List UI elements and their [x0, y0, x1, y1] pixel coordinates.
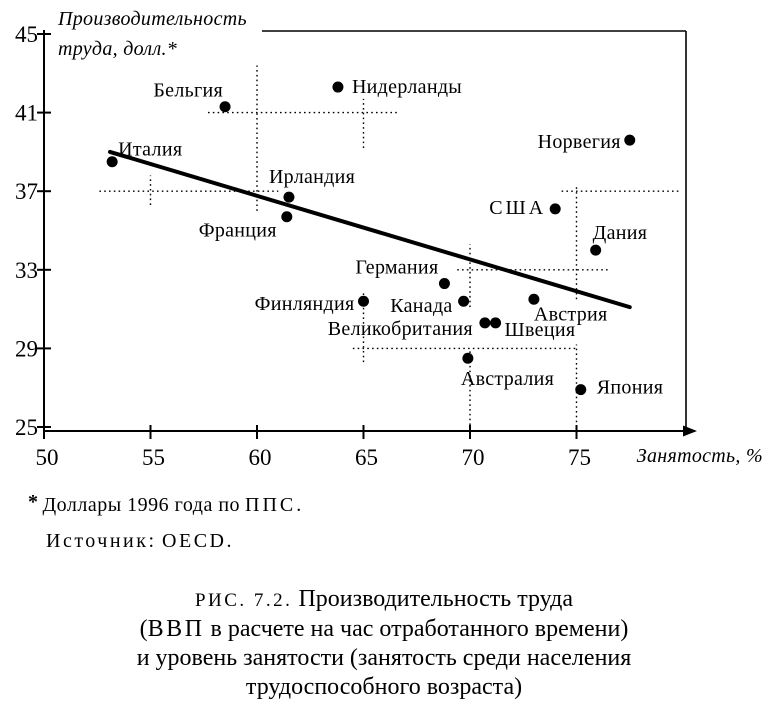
country-point-label: Австралия [460, 368, 555, 391]
x-axis-arrow-icon [683, 426, 697, 437]
x-tick-label: 70 [461, 445, 485, 470]
country-point-label: Италия [118, 138, 183, 161]
data-point [550, 203, 561, 214]
x-tick-label: 50 [35, 445, 59, 470]
y-tick-label: 45 [15, 22, 38, 47]
country-point-label: Германия [355, 256, 439, 279]
country-point-label: Финляндия [254, 293, 355, 316]
country-point-label: США [489, 196, 547, 219]
trend-line [110, 152, 630, 307]
data-point [439, 278, 450, 289]
data-point [624, 135, 635, 146]
footnote-asterisk: * [28, 491, 39, 513]
data-point [358, 296, 369, 307]
figure-caption [0, 585, 768, 702]
data-point [490, 317, 501, 328]
source-label: Источник: [46, 530, 157, 552]
country-point-label: Австрия [533, 303, 608, 326]
caption-line2-rest: в расчете на час отработанного времени) [204, 616, 629, 642]
country-point-label: Норвегия [537, 131, 621, 154]
y-tick-label: 33 [15, 257, 38, 283]
x-axis-title: Занятость, % [636, 445, 763, 467]
x-tick-label: 75 [568, 445, 591, 470]
y-tick-label: 41 [15, 100, 38, 126]
caption-line-3: и уровень занятости (занятость среди населения [136, 645, 632, 671]
country-point-label: Канада [390, 295, 453, 318]
footnote-line-1 [28, 491, 305, 517]
y-tick-label: 37 [15, 179, 38, 205]
footnote-acronym: ППС. [245, 494, 305, 516]
country-point-label: Франция [198, 219, 277, 242]
data-point [283, 192, 294, 203]
country-point-label: Бельгия [153, 79, 224, 102]
source-value: OECD. [162, 530, 234, 552]
y-tick-label: 29 [15, 336, 38, 362]
data-layer [107, 76, 664, 399]
country-point-label: Нидерланды [351, 76, 463, 99]
data-point [107, 156, 118, 167]
x-tick-label: 60 [248, 445, 272, 470]
data-point [575, 384, 586, 395]
x-tick-label: 65 [355, 445, 378, 470]
country-point-label: Дания [592, 222, 648, 245]
country-point-label: Великобритания [327, 317, 473, 340]
data-point [462, 353, 473, 364]
data-point [479, 317, 490, 328]
footnote-source [46, 530, 304, 553]
x-tick-label: 55 [142, 445, 165, 470]
caption-line-1 [0, 585, 768, 615]
data-point [332, 82, 343, 93]
country-point-label: Япония [596, 376, 664, 399]
y-axis-title-line1: Производительность [58, 8, 247, 30]
data-point [590, 245, 601, 256]
data-point [281, 211, 292, 222]
y-axis-title-line2: труда, долл.* [58, 38, 178, 60]
footnote-text: Доллары 1996 года по [42, 494, 241, 516]
caption-line2-acronym: ВВП [147, 616, 205, 642]
figure-number: РИС. 7.2. [194, 590, 293, 611]
caption-line-2 [0, 615, 768, 644]
caption-line-4: трудоспособного возраста) [245, 674, 523, 700]
caption-line2-open: ( [139, 616, 148, 642]
y-tick-label: 25 [15, 415, 38, 440]
data-point [458, 296, 469, 307]
country-point-label: Швеция [504, 318, 576, 341]
tick-layer [15, 22, 591, 470]
caption-title: Производительность труда [298, 586, 574, 612]
footnote [28, 491, 305, 553]
data-point [220, 101, 231, 112]
country-point-label: Ирландия [268, 166, 356, 189]
